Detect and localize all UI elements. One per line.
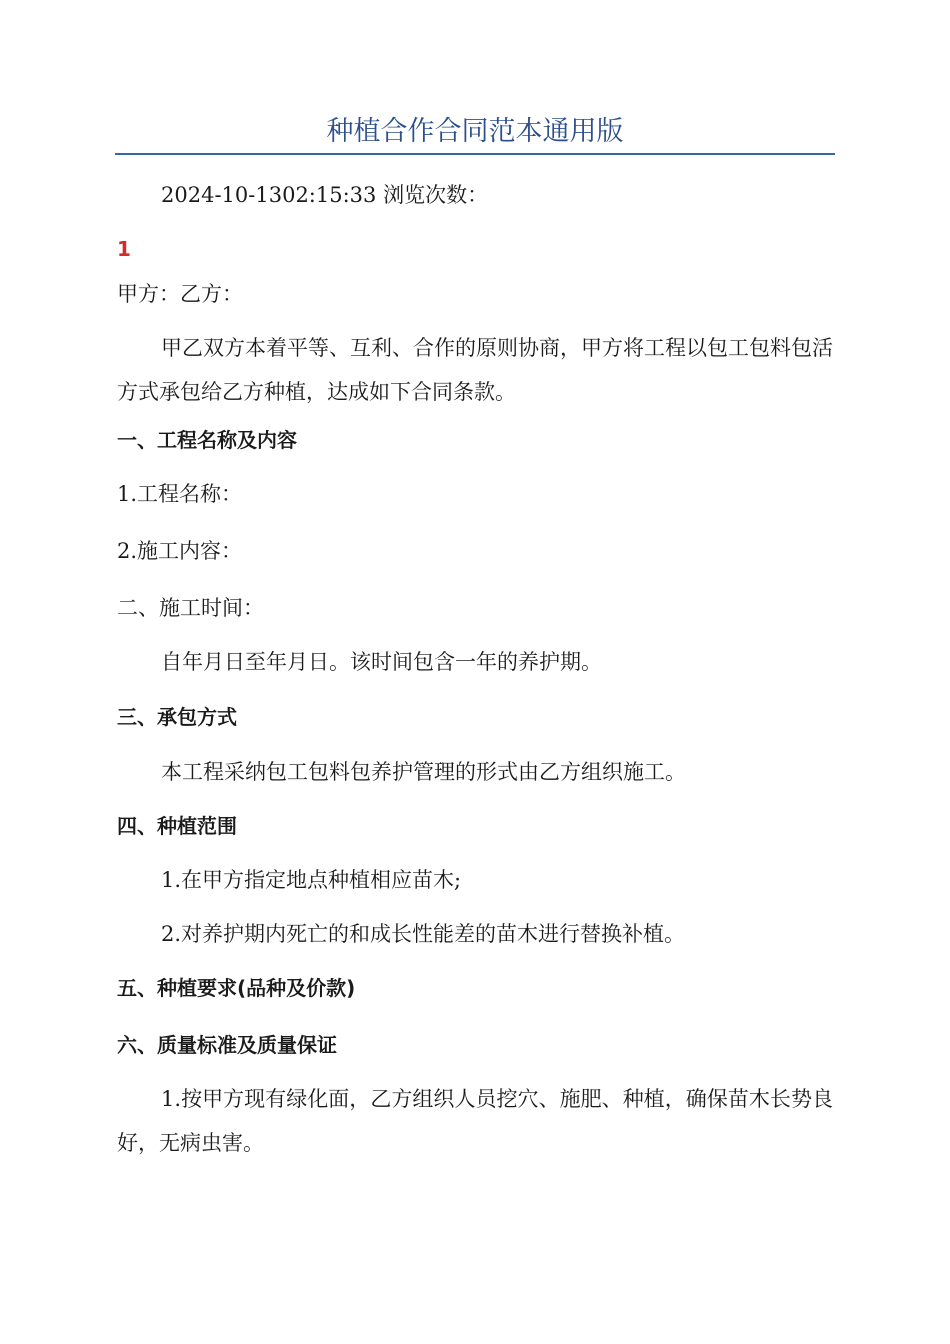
page-marker: 1: [117, 237, 131, 261]
section-1-heading: 一、工程名称及内容: [117, 428, 297, 452]
section-4-heading: 四、种植范围: [117, 814, 237, 838]
section-2-heading: 二、施工时间：: [117, 596, 264, 620]
title-underline: [115, 153, 835, 155]
section-1-item-2: 2.施工内容：: [117, 539, 243, 563]
section-6-item-1: 1.按甲方现有绿化面，乙方组织人员挖穴、施肥、种植，确保苗木长势良好，无病虫害。: [117, 1087, 833, 1155]
parties-line: 甲方：乙方：: [117, 282, 243, 306]
section-3-text: 本工程采纳包工包料包养护管理的形式由乙方组织施工。: [161, 760, 686, 784]
section-2-text: 自年月日至年月日。该时间包含一年的养护期。: [161, 650, 602, 674]
section-4-item-2: 2.对养护期内死亡的和成长性能差的苗木进行替换补植。: [161, 922, 686, 946]
section-3-heading: 三、承包方式: [117, 705, 237, 729]
section-6-heading: 六、质量标准及质量保证: [117, 1033, 337, 1057]
document-title: 种植合作合同范本通用版: [326, 116, 624, 147]
section-5-heading: 五、种植要求(品种及价款): [117, 976, 356, 1000]
section-1-item-1: 1.工程名称：: [117, 482, 243, 506]
section-4-item-1: 1.在甲方指定地点种植相应苗木;: [161, 868, 462, 892]
intro-paragraph: 甲乙双方本着平等、互利、合作的原则协商，甲方将工程以包工包料包活方式承包给乙方种植，达成如下合同条款。: [117, 336, 833, 404]
meta-line: 2024-10-1302:15:33 浏览次数：: [161, 183, 489, 207]
